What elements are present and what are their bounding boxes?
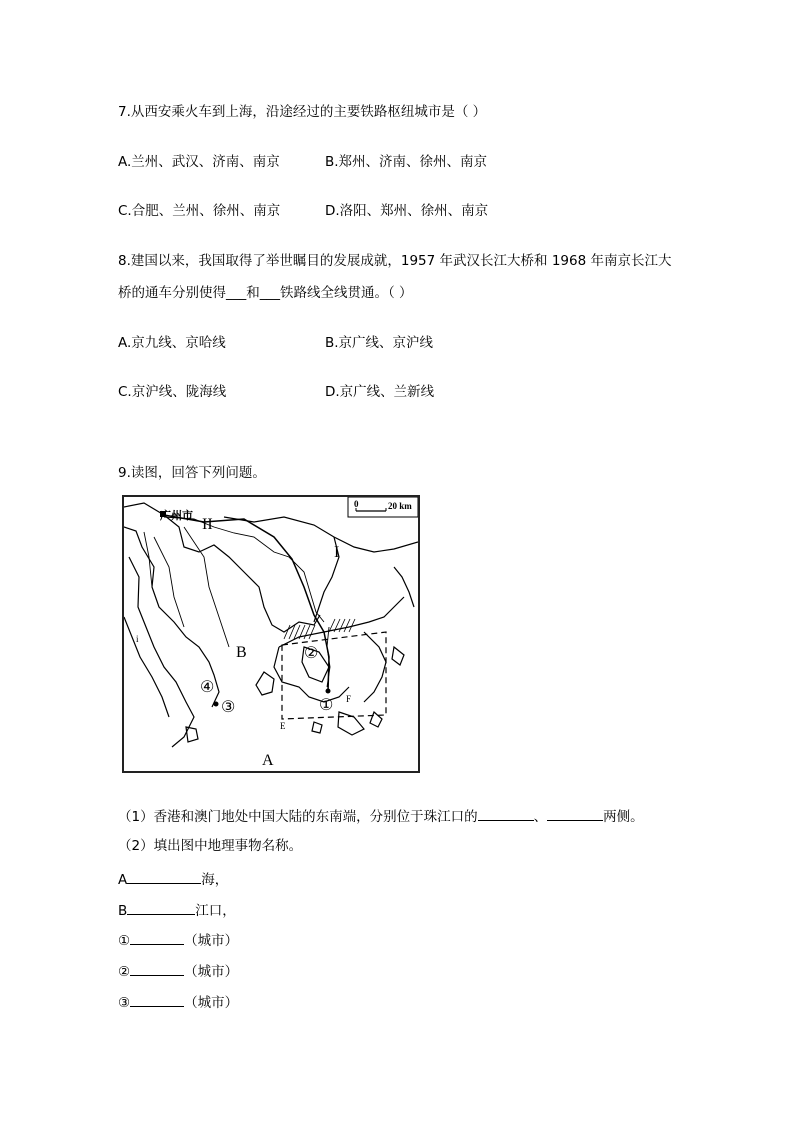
q9-sub1 <box>118 806 644 826</box>
fill-3-label: ③ <box>118 995 131 1011</box>
mark-1: ① <box>319 697 334 714</box>
q7-option-c: C.合肥、兰州、徐州、南京 <box>118 203 281 219</box>
label-f: F <box>346 694 352 704</box>
macau-point <box>214 702 219 707</box>
hong-kong-point <box>326 689 331 694</box>
blank-city-3[interactable] <box>130 992 184 1007</box>
q8-option-d: D.京广线、兰新线 <box>325 384 435 400</box>
blank-hongkong-side[interactable] <box>478 806 534 821</box>
fill-1-label: ① <box>118 933 131 949</box>
q7-option-a: A.兰州、武汉、济南、南京 <box>118 154 280 170</box>
scale-value: 20 km <box>388 501 412 511</box>
blank-city-1[interactable] <box>130 930 184 945</box>
mark-3: ③ <box>221 699 236 716</box>
hatched-area <box>284 619 355 639</box>
label-roman-2: II <box>202 516 213 533</box>
q8-stem-line2: 桥的通车分别使得___和___铁路线全线贯通。（ ） <box>118 285 413 301</box>
fill-b-row <box>118 900 236 920</box>
fill-b-suffix: 江口， <box>195 903 236 919</box>
fill-b-label: B <box>118 903 128 919</box>
q9-sub2: （2）填出图中地理事物名称。 <box>118 838 303 854</box>
label-b: B <box>236 644 247 661</box>
label-roman-1: I <box>334 544 340 561</box>
coastline <box>124 503 418 747</box>
q8-stem-line1: 8.建国以来，我国取得了举世瞩目的发展成就，1957 年武汉长江大桥和 1968 年南京长江大 <box>118 253 672 269</box>
fill-2-row <box>118 961 238 981</box>
label-e: E <box>280 721 286 731</box>
dashed-boundary <box>282 632 386 719</box>
guangzhou-label: 广州市 <box>160 509 193 522</box>
label-a: A <box>262 752 274 769</box>
fill-a-label: A <box>118 872 128 888</box>
blank-b-estuary[interactable] <box>127 900 195 915</box>
mark-2: ② <box>304 645 319 662</box>
fill-1-row <box>118 930 238 950</box>
fill-a-suffix: 海， <box>201 872 229 888</box>
q7-option-d: D.洛阳、郑州、徐州、南京 <box>325 203 489 219</box>
blank-city-2[interactable] <box>130 961 184 976</box>
q9-sub1-tail: 两侧。 <box>603 809 644 825</box>
fill-2-suffix: （城市） <box>184 964 239 980</box>
q8-option-c: C.京沪线、陇海线 <box>118 384 227 400</box>
q8-option-b: B.京广线、京沪线 <box>325 335 434 351</box>
fill-1-suffix: （城市） <box>184 933 239 949</box>
q7-option-b: B.郑州、济南、徐州、南京 <box>325 154 488 170</box>
pearl-river-delta-map <box>122 495 420 773</box>
q9-stem: 9.读图，回答下列问题。 <box>118 465 266 481</box>
q8-option-a: A.京九线、京哈线 <box>118 335 226 351</box>
q7-stem: 7.从西安乘火车到上海，沿途经过的主要铁路枢纽城市是（ ） <box>118 104 487 120</box>
fill-a-row <box>118 869 228 889</box>
fill-2-label: ② <box>118 964 131 980</box>
label-i: i <box>136 634 139 644</box>
mark-4: ④ <box>200 679 215 696</box>
q9-sub1-sep: 、 <box>533 809 548 825</box>
blank-macau-side[interactable] <box>547 806 603 821</box>
q9-sub1-text: （1）香港和澳门地处中国大陆的东南端，分别位于珠江口的 <box>118 809 478 825</box>
fill-3-suffix: （城市） <box>184 995 239 1011</box>
scale-zero: 0 <box>354 499 359 509</box>
fill-3-row <box>118 992 238 1012</box>
blank-a-sea[interactable] <box>127 869 201 884</box>
